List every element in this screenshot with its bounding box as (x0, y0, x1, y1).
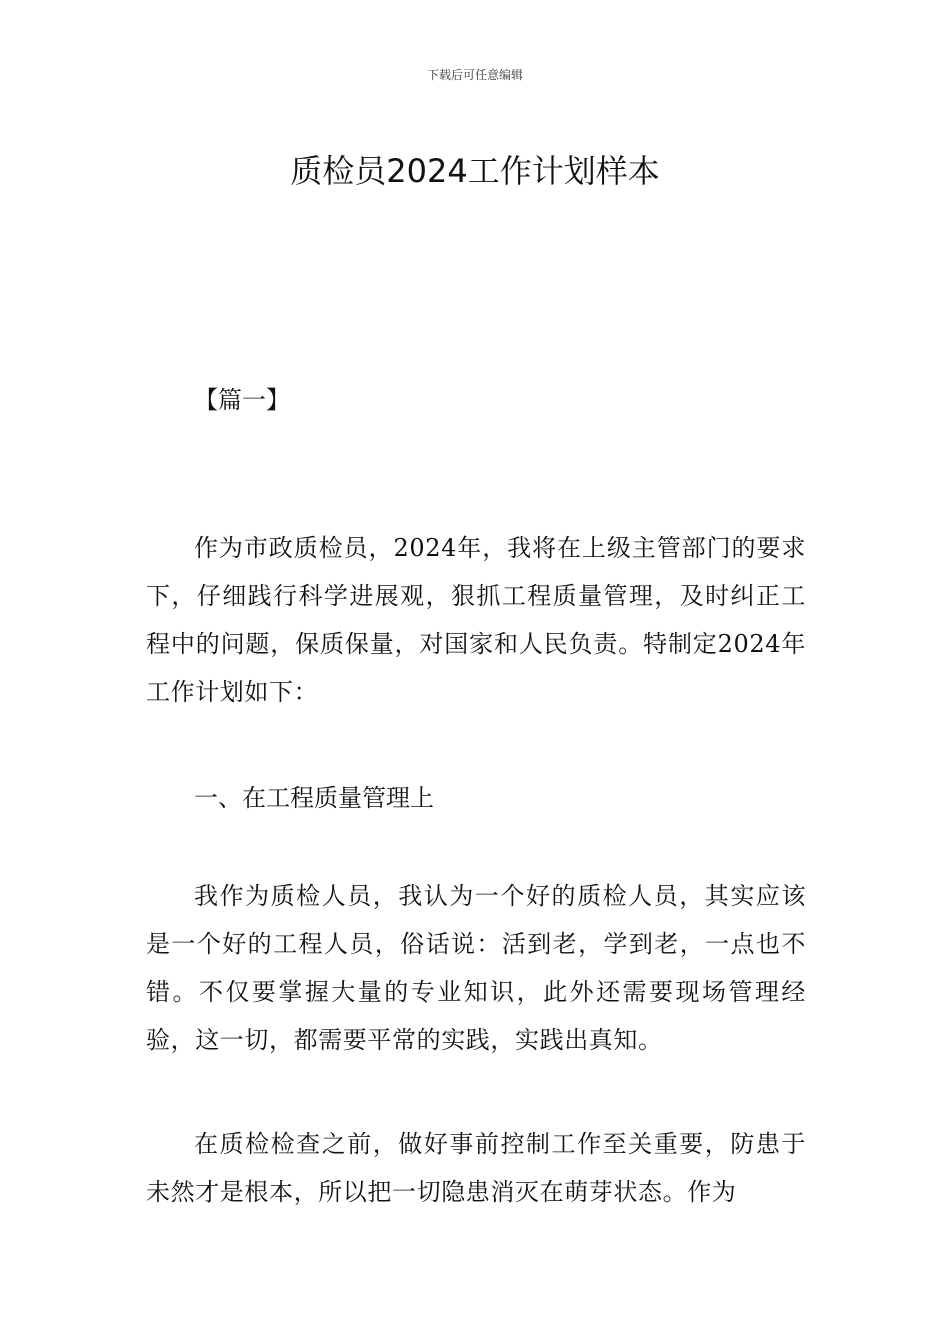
document-title: 质检员2024工作计划样本 (290, 152, 660, 191)
paragraph-quality-inspector: 我作为质检人员，我认为一个好的质检人员，其实应该是一个好的工程人员，俗话说：活到老，学到老，一点也不错。不仅要掌握大量的专业知识，此外还需要现场管理经验，这一切，都需要平常的实践，实践出真知。 (146, 882, 806, 1054)
section-heading-1: 一、在工程质量管理上 (194, 784, 434, 812)
paragraph-prevention: 在质检检查之前，做好事前控制工作至关重要，防患于未然才是根本，所以把一切隐患消灭在萌芽状态。作为 (146, 1130, 806, 1206)
paragraph-intro: 作为市政质检员，2024年，我将在上级主管部门的要求下，仔细践行科学进展观，狠抓工程质量管理，及时纠正工程中的问题，保质保量，对国家和人民负责。特制定2024年工作计划如下： (146, 534, 806, 706)
header-note: 下载后可任意编辑 (426, 68, 523, 82)
section-tag: 【篇一】 (194, 386, 290, 414)
